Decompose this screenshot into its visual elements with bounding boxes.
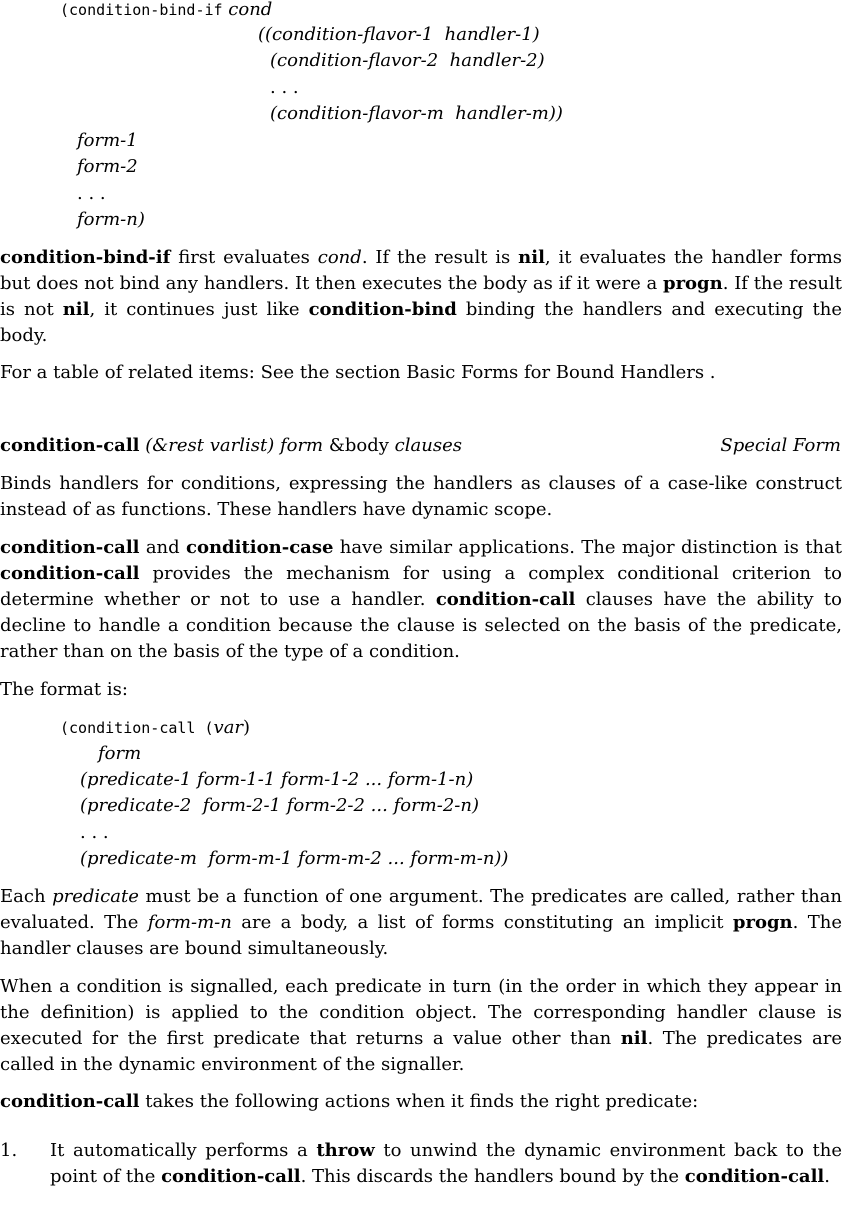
paragraph: condition-bind-if first evaluates cond. If the result is nil, it evaluates the handler forms but does not bind any handlers. It then executes the body as if it were a progn. If the result is not nil, it continues just like condition-bind binding the handlers and executing the body. [0, 247, 842, 346]
paragraph: Each predicate must be a function of one argument. The predicates are called, rather than evaluated. The form-m-n are a body, a list of forms constituting an implicit progn. The handler clauses are bound simultaneously. [0, 886, 842, 959]
entry-kind: Special Form [720, 435, 841, 456]
syntax-line: form-1 [77, 130, 138, 151]
syntax-line: (predicate-1 form-1-1 form-1-2 ... form-1-n) [80, 769, 474, 790]
syntax-line: . . . [80, 822, 109, 843]
syntax-line: . . . [270, 77, 299, 98]
syntax-line: (predicate-2 form-2-1 form-2-2 ... form-2-n) [80, 795, 479, 816]
syntax-line: . . . [77, 183, 106, 204]
list-item: It automatically performs a throw to unwind the dynamic environment back to the point of the condition-call. This discards the handlers bound by the condition-call. [50, 1140, 842, 1187]
syntax-line: ((condition-flavor-1 handler-1) [258, 24, 540, 45]
syntax-line: form [98, 743, 142, 764]
syntax-line: (predicate-m form-m-1 form-m-2 ... form-m-n)) [80, 848, 509, 869]
paragraph: Binds handlers for conditions, expressing the handlers as clauses of a case-like construct instead of as functions. These handlers have dynamic scope. [0, 473, 842, 520]
syntax-line: (condition-bind-if cond [60, 0, 273, 20]
related-items-line: For a table of related items: See the section Basic Forms for Bound Handlers . [0, 362, 716, 383]
list-number: 1. [0, 1140, 18, 1161]
paragraph: condition-call takes the following actions when it finds the right predicate: [0, 1091, 699, 1112]
syntax-line: (condition-flavor-2 handler-2) [270, 50, 545, 71]
paragraph: When a condition is signalled, each predicate in turn (in the order in which they appear in the definition) is applied to the condition object. The corresponding handler clause is executed for the first predicate that returns a value other than nil. The predicates are called in the dynamic environment of the signaller. [0, 976, 842, 1075]
paragraph: condition-call and condition-case have similar applications. The major distinction is that condition-call provides the mechanism for using a complex conditional criterion to determine whether or not to use a handler. condition-call clauses have the ability to decline to handle a condition because the clause is selected on the basis of the predicate, rather than on the basis of the type of a condition. [0, 537, 842, 662]
syntax-line: (condition-flavor-m handler-m)) [270, 103, 563, 124]
entry-header: condition-call (&rest varlist) form &body clauses [0, 435, 462, 456]
syntax-line: (condition-call (var) [60, 717, 251, 738]
paragraph: The format is: [0, 679, 128, 700]
syntax-line: form-2 [77, 156, 138, 177]
syntax-line: form-n) [77, 209, 145, 230]
